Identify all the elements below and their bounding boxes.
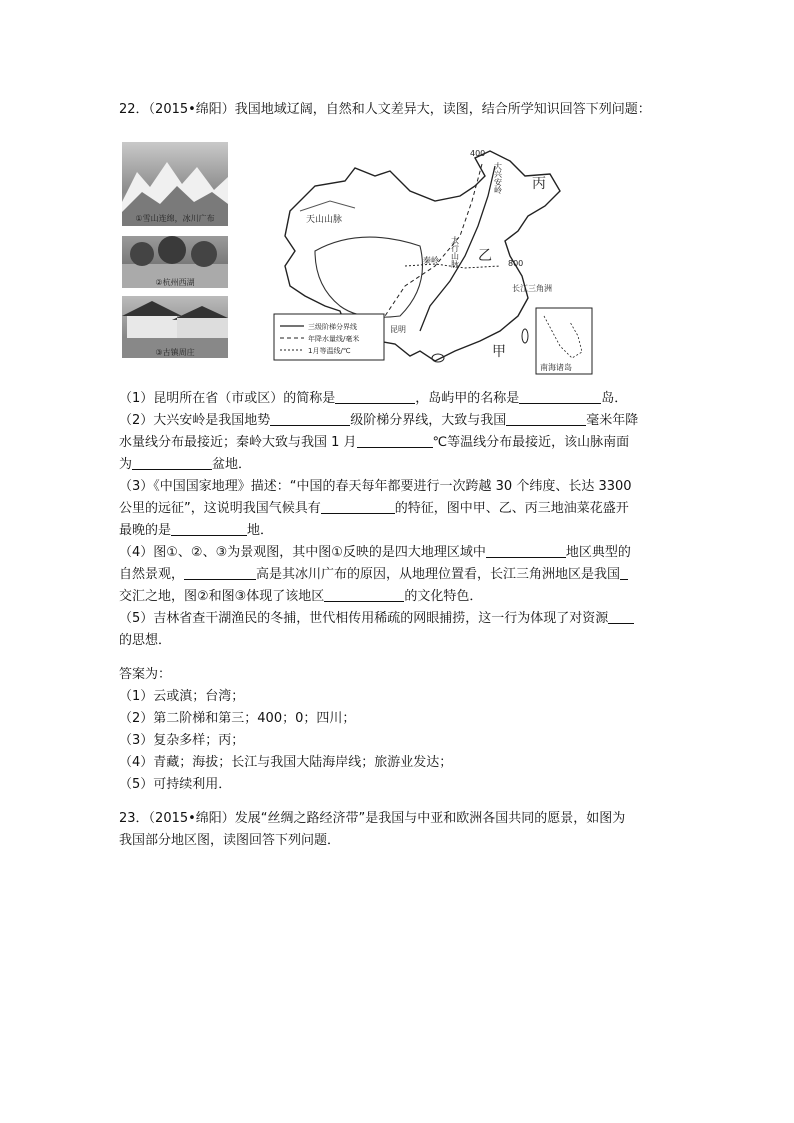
q22-sub4-line1	[119, 541, 631, 560]
tianshan-line	[300, 201, 355, 211]
q22-sub2-line2	[119, 431, 629, 450]
q2-text-b: 级阶梯分界线，大致与我国	[350, 413, 507, 428]
q4-text-d: 高是其冰川广布的原因，从地理位置看，长江三角洲地区是我国	[256, 567, 621, 582]
china-map	[260, 146, 620, 376]
q2-blank-2[interactable]	[506, 411, 586, 426]
q22-sub1	[119, 387, 627, 406]
q22-sub3-line3	[119, 519, 273, 538]
q1-blank-2[interactable]	[519, 389, 601, 404]
legend-item-2: 年降水量线/毫米	[308, 335, 360, 343]
first-step-boundary	[315, 237, 423, 317]
q2-text-e: ℃等温线分布最接近，该山脉南面	[432, 435, 630, 450]
legend-item-3: 1月等温线/℃	[308, 347, 351, 355]
map-label-taihang: 太行山脉	[450, 236, 460, 268]
q5-text-a: （5）吉林省查干湖渔民的冬捕，世代相传用稀疏的网眼捕捞，这一行为体现了对资源	[119, 611, 609, 626]
answer-line-3: （3）复杂多样；丙；	[119, 733, 245, 748]
q23-line-1: 23．（2015•绵阳）发展“丝绸之路经济带”是我国与中亚和欧洲各国共同的愿景，如图为	[119, 811, 626, 826]
q2-blank-4[interactable]	[132, 455, 212, 470]
q4-text-c: 自然景观，	[119, 567, 185, 582]
map-label-nanhai: 南海诸岛	[540, 363, 572, 372]
q1-blank-1[interactable]	[335, 389, 415, 404]
answer-line-2: （2）第二阶梯和第三；400；0；四川；	[119, 711, 356, 726]
answer-header: 答案为：	[119, 667, 172, 682]
q4-text-e: 交汇之地，图②和图③体现了该地区	[119, 589, 325, 604]
taiwan-island	[522, 329, 528, 343]
photo-glacier	[122, 142, 228, 226]
photo-caption-3: ③古镇周庄	[155, 348, 195, 357]
q2-blank-3[interactable]	[357, 433, 433, 448]
map-label-kunming: 昆明	[390, 325, 406, 334]
q3-blank-1[interactable]	[321, 499, 395, 514]
legend-item-1: 三级阶梯分界线	[308, 323, 357, 331]
answer-line-4: （4）青藏；海拔；长江与我国大陆海岸线；旅游业发达；	[119, 755, 453, 770]
q2-blank-1[interactable]	[270, 411, 350, 426]
q4-blank-2[interactable]	[184, 565, 256, 580]
q2-text-d: 水量线分布最接近；秦岭大致与我国 1 月	[119, 435, 357, 450]
q22-sub5-line1	[119, 607, 634, 626]
q22-intro: 22．（2015•绵阳）我国地域辽阔，自然和人文差异大，读图，结合所学知识回答下列问题：	[119, 102, 651, 117]
q1-text-a: （1）昆明所在省（市或区）的简称是	[119, 391, 336, 406]
map-label-400: 400	[470, 149, 486, 158]
q22-sub4-line3	[119, 585, 482, 604]
q4-text-b: 地区典型的	[565, 545, 631, 560]
q1-text-c: 岛．	[601, 391, 628, 406]
map-label-800: 800	[508, 259, 524, 268]
q2-text-g: 盆地．	[212, 457, 252, 472]
precip-400-line	[370, 164, 482, 336]
map-label-bing: 丙	[532, 176, 546, 192]
photo-caption-2: ②杭州西湖	[155, 278, 195, 287]
q22-sub4-line2	[119, 563, 628, 582]
q2-text-a: （2）大兴安岭是我国地势	[119, 413, 271, 428]
q22-sub3-line1: （3）《中国国家地理》描述：“中国的春天每年都要进行一次跨越 30 个纬度、长达 3300	[119, 479, 632, 494]
q3-text-d: 最晚的是	[119, 523, 172, 538]
map-label-tianshan: 天山山脉	[306, 215, 343, 225]
q22-sub3-line2	[119, 497, 629, 516]
map-label-yi: 乙	[478, 248, 492, 264]
map-label-daxinganling: 大兴安岭	[493, 162, 503, 194]
map-legend	[274, 314, 384, 360]
q5-blank-1[interactable]	[608, 609, 634, 624]
q23-line-2: 我国部分地区图，读图回答下列问题．	[119, 833, 341, 848]
q1-text-b: ，岛屿甲的名称是	[415, 391, 520, 406]
q2-text-f: 为	[119, 457, 133, 472]
map-label-qinling: 秦岭	[423, 256, 439, 265]
q3-text-e: 地．	[247, 523, 274, 538]
q4-blank-4[interactable]	[324, 587, 404, 602]
photo-west-lake	[122, 236, 228, 288]
q4-blank-1[interactable]	[486, 543, 566, 558]
q22-sub2-line3	[119, 453, 251, 472]
map-label-jia: 甲	[492, 344, 506, 360]
photo-zhouzhuang	[122, 296, 228, 358]
answer-line-1: （1）云或滇；台湾；	[119, 689, 245, 704]
nanhai-inset	[536, 308, 592, 374]
q2-text-c: 毫米年降	[586, 413, 639, 428]
q22-sub5-line2: 的思想．	[119, 633, 172, 648]
q3-blank-2[interactable]	[171, 521, 247, 536]
q22-sub2-line1	[119, 409, 638, 428]
q4-text-a: （4）图①、②、③为景观图，其中图①反映的是四大地理区域中	[119, 545, 486, 560]
q4-blank-3[interactable]	[620, 565, 628, 580]
answer-line-5: （5）可持续利用．	[119, 777, 232, 792]
q3-text-c: 的特征，图中甲、乙、丙三地油菜花盛开	[394, 501, 629, 516]
q4-text-f: 的文化特色．	[404, 589, 483, 604]
q3-text-b: 公里的远征”，这说明我国气候具有	[119, 501, 321, 516]
map-label-changjiang-delta: 长江三角洲	[512, 284, 552, 293]
photo-caption-1: ①雪山连绵，冰川广布	[135, 214, 215, 223]
